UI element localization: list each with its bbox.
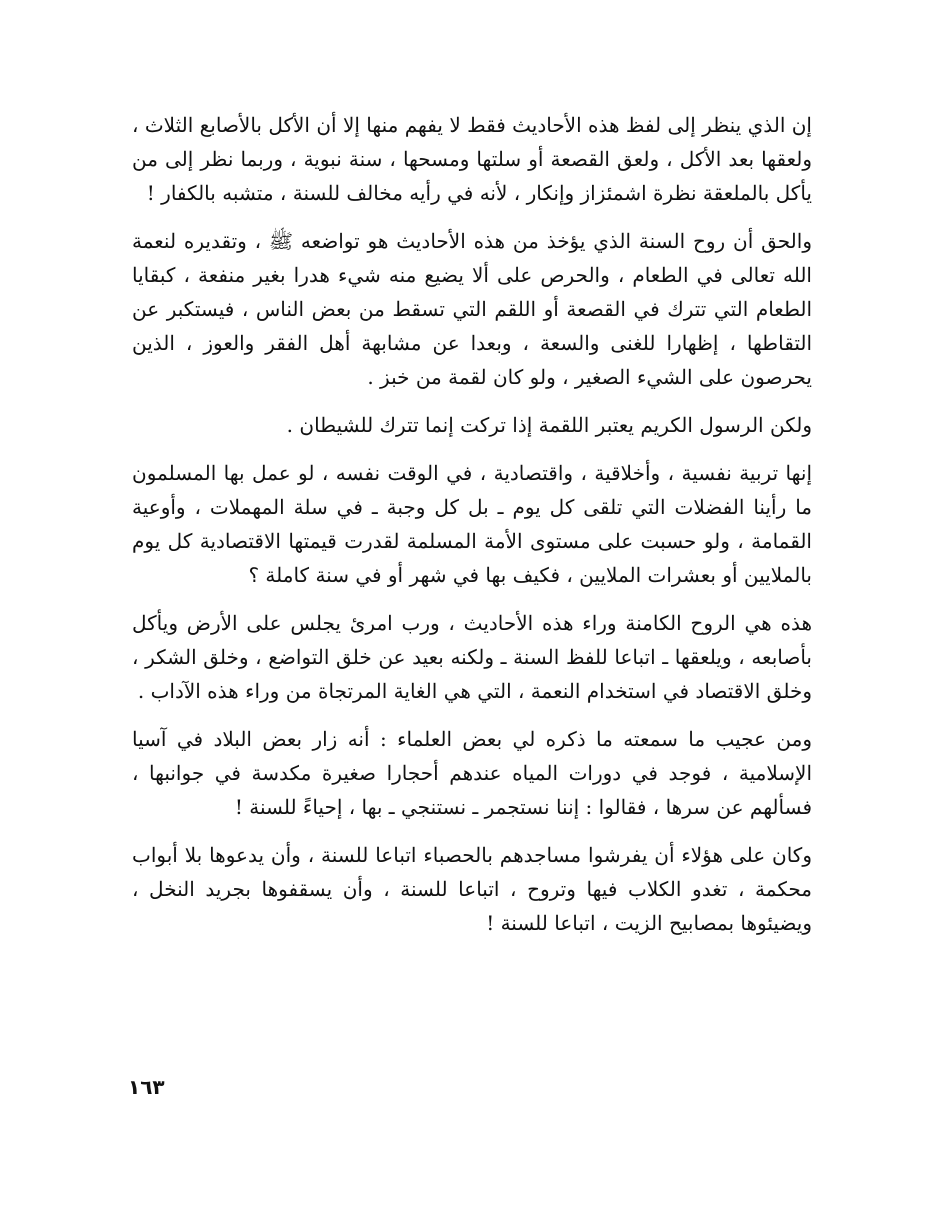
paragraph-4: إنها تربية نفسية ، وأخلاقية ، واقتصادية ، في الوقت نفسه ، لو عمل بها المسلمون ما رأينا الفضلات التي تلقى كل يوم ـ بل كل وجبة ـ في سلة المهملات ، وأوعية القمامة ، ولو حسبت على مستوى الأمة المسلمة لقدرت قيمتها الاقتصادية كل يوم بالملايين أو بعشرات الملايين ، فكيف بها في شهر أو في سنة كاملة ؟ (132, 461, 812, 587)
paragraph-2: والحق أن روح السنة الذي يؤخذ من هذه الأحاديث هو تواضعه ﷺ ، وتقديره لنعمة الله تعالى في الطعام ، والحرص على ألا يضيع منه شيء هدرا بغير منفعة ، كبقايا الطعام التي تترك في القصعة أو اللقم التي تسقط من بعض الناس ، فيستكبر عن التقاطها ، إظهارا للغنى والسعة ، وبعدا عن مشابهة أهل الفقر والعوز ، الذين يحرصون على الشيء الصغير ، ولو كان لقمة من خبز . (132, 229, 812, 389)
page-number: ١٦٣ (128, 1075, 165, 1099)
paragraph-7: وكان على هؤلاء أن يفرشوا مساجدهم بالحصباء اتباعا للسنة ، وأن يدعوها بلا أبواب محكمة ، تغدو الكلاب فيها وتروح ، اتباعا للسنة ، وأن يسقفوها بجريد النخل ، ويضيئوها بمصابيح الزيت ، اتباعا للسنة ! (132, 843, 812, 935)
paragraph-3: ولكن الرسول الكريم يعتبر اللقمة إذا تركت إنما تترك للشيطان . (286, 413, 812, 437)
paragraph-1: إن الذي ينظر إلى لفظ هذه الأحاديث فقط لا يفهم منها إلا أن الأكل بالأصابع الثلاث ، ولعقها بعد الأكل ، ولعق القصعة أو سلتها ومسحها ، سنة نبوية ، وربما نظر إلى من يأكل بالملعقة نظرة اشمئزاز وإنكار ، لأنه في رأيه مخالف للسنة ، متشبه بالكفار ! (132, 113, 812, 205)
paragraph-6: ومن عجيب ما سمعته ما ذكره لي بعض العلماء : أنه زار بعض البلاد في آسيا الإسلامية ، فوجد في دورات المياه عندهم أحجارا صغيرة مكدسة في جوانبها ، فسألهم عن سرها ، فقالوا : إننا نستجمر ـ نستنجي ـ بها ، إحياءً للسنة ! (132, 727, 812, 819)
paragraph-5: هذه هي الروح الكامنة وراء هذه الأحاديث ، ورب امرئ يجلس على الأرض ويأكل بأصابعه ، ويلعقها ـ اتباعا للفظ السنة ـ ولكنه بعيد عن خلق التواضع ، وخلق الشكر ، وخلق الاقتصاد في استخدام النعمة ، التي هي الغاية المرتجاة من وراء هذه الآداب . (132, 611, 812, 703)
page-body (132, 108, 812, 954)
